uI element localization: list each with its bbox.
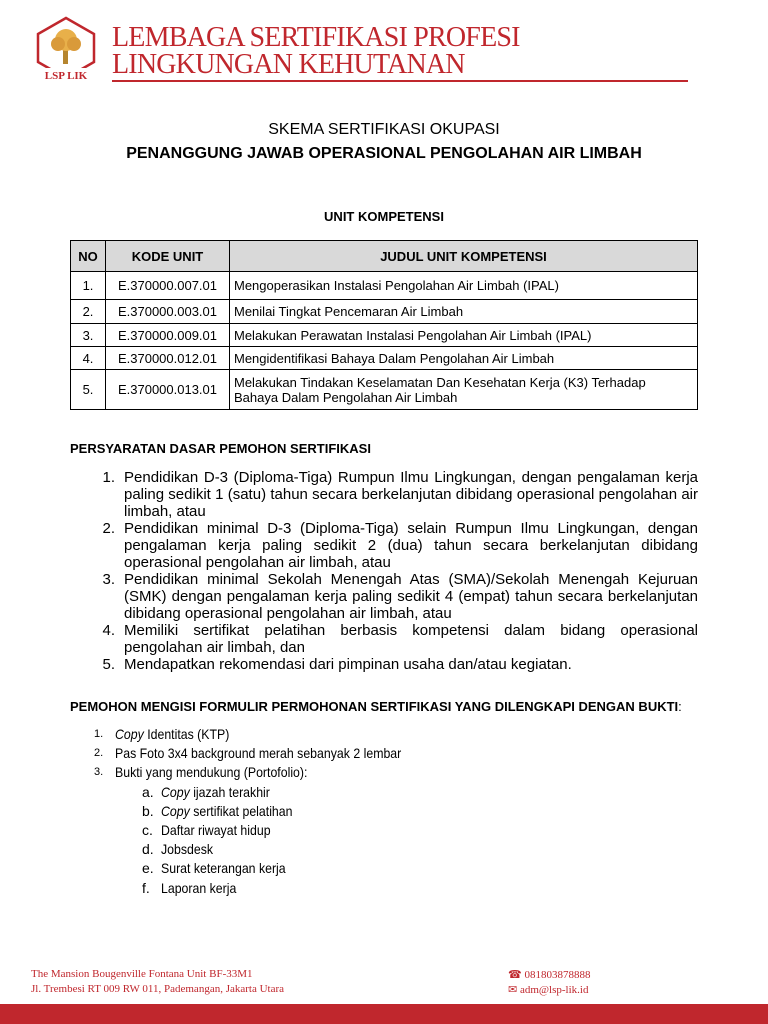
column-header: KODE UNIT bbox=[106, 241, 230, 272]
sub-list-item bbox=[94, 821, 440, 840]
list-text-body: Laporan kerja bbox=[161, 879, 237, 896]
list-text-body: Daftar riwayat hidup bbox=[161, 822, 271, 839]
list-number: 4. bbox=[102, 622, 115, 639]
unit-title: Melakukan Tindakan Keselamatan Dan Kesehatan Kerja (K3) Terhadap Bahaya Dalam Pengolahan Air Limbah bbox=[230, 370, 698, 410]
list-text-italic: Copy bbox=[115, 726, 144, 742]
header-divider bbox=[112, 80, 688, 82]
unit-title: Melakukan Perawatan Instalasi Pengolahan Air Limbah (IPAL) bbox=[230, 324, 698, 347]
requirements-heading: PERSYARATAN DASAR PEMOHON SERTIFIKASI bbox=[70, 441, 371, 456]
list-text-body: sertifikat pelatihan bbox=[189, 802, 293, 819]
document-subtitle: PENANGGUNG JAWAB OPERASIONAL PENGOLAHAN AIR LIMBAH bbox=[126, 145, 642, 162]
list-item bbox=[94, 763, 440, 782]
sub-list-text bbox=[161, 821, 271, 840]
list-number: 3. bbox=[102, 571, 115, 588]
sub-list-item bbox=[94, 840, 440, 859]
list-item bbox=[70, 469, 698, 520]
list-text bbox=[115, 744, 401, 763]
documents-heading-colon: : bbox=[678, 699, 682, 714]
documents-heading bbox=[70, 699, 682, 714]
sub-list-text bbox=[161, 840, 213, 859]
list-number: 2. bbox=[94, 747, 104, 760]
unit-title: Menilai Tingkat Pencemaran Air Limbah bbox=[230, 300, 698, 324]
unit-code: E.370000.009.01 bbox=[106, 324, 230, 347]
sub-list-item bbox=[94, 783, 440, 802]
row-number: 5. bbox=[71, 370, 106, 410]
list-item bbox=[70, 622, 698, 656]
row-number: 4. bbox=[71, 347, 106, 370]
table-header-row bbox=[71, 241, 698, 272]
unit-code: E.370000.007.01 bbox=[106, 272, 230, 300]
list-text-body: Surat keterangan kerja bbox=[161, 860, 286, 877]
sub-list-text bbox=[161, 859, 286, 878]
table-row bbox=[71, 272, 698, 300]
unit-code: E.370000.013.01 bbox=[106, 370, 230, 410]
sub-list-text bbox=[161, 783, 270, 802]
list-text-body: Jobsdesk bbox=[161, 841, 214, 858]
list-number: 2. bbox=[102, 520, 115, 537]
column-header: JUDUL UNIT KOMPETENSI bbox=[230, 241, 698, 272]
footer-phone-number: 081803878888 bbox=[524, 969, 591, 981]
table-row bbox=[71, 370, 698, 410]
unit-title: Mengidentifikasi Bahaya Dalam Pengolahan Air Limbah bbox=[230, 347, 698, 370]
list-text-body: Bukti yang mendukung (Portofolio): bbox=[115, 764, 308, 781]
list-text-body: ijazah terakhir bbox=[189, 783, 270, 800]
list-text bbox=[115, 763, 307, 782]
sub-list-letter: a. bbox=[142, 783, 154, 800]
competency-unit-table bbox=[70, 240, 698, 410]
list-text bbox=[115, 725, 229, 744]
requirements-list bbox=[70, 469, 698, 673]
footer-bar bbox=[0, 1004, 768, 1024]
list-text-body: Pas Foto 3x4 background merah sebanyak 2 lembar bbox=[115, 745, 402, 762]
list-item bbox=[70, 520, 698, 571]
mail-icon: ✉ bbox=[508, 984, 518, 996]
sub-list-text bbox=[161, 802, 292, 821]
footer-phone bbox=[508, 968, 590, 981]
footer-address-line2: Jl. Trembesi RT 009 RW 011, Pademangan, Jakarta Utara bbox=[31, 983, 285, 995]
unit-code: E.370000.003.01 bbox=[106, 300, 230, 324]
row-number: 3. bbox=[71, 324, 106, 347]
list-item bbox=[70, 571, 698, 622]
footer-address-line1: The Mansion Bougenville Fontana Unit BF-33M1 bbox=[31, 968, 253, 980]
unit-heading: UNIT KOMPETENSI bbox=[324, 209, 444, 224]
phone-icon: ☎ bbox=[508, 969, 522, 981]
table-row bbox=[71, 300, 698, 324]
list-text: Pendidikan minimal Sekolah Menengah Atas (SMA)/Sekolah Menengah Kejuruan (SMK) dengan pengalaman kerja paling sedikit 4 (empat) tahun secara berkelanjutan dibidang operasional pengolahan air limbah, atau bbox=[124, 571, 698, 622]
list-text-body: Identitas (KTP) bbox=[143, 726, 230, 742]
documents-heading-text: PEMOHON MENGISI FORMULIR PERMOHONAN SERTIFIKASI YANG DILENGKAPI DENGAN BUKTI bbox=[70, 699, 679, 714]
sub-list-item bbox=[94, 879, 440, 898]
list-number: 3. bbox=[94, 766, 104, 779]
list-number: 1. bbox=[94, 728, 104, 740]
list-item bbox=[94, 725, 440, 744]
list-text-italic: Copy bbox=[161, 783, 190, 800]
sub-list-letter: d. bbox=[142, 841, 154, 858]
sub-list-letter: c. bbox=[142, 822, 153, 839]
list-text: Pendidikan minimal D-3 (Diploma-Tiga) selain Rumpun Ilmu Lingkungan, dengan pengalaman kerja paling sedikit 2 (dua) tahun secara berkelanjutan dibidang operasional pengolahan air limbah, atau bbox=[124, 520, 698, 571]
list-number: 1. bbox=[102, 469, 115, 486]
documents-list bbox=[94, 725, 440, 898]
list-item bbox=[70, 656, 698, 673]
sub-list-letter: e. bbox=[142, 860, 154, 877]
sub-list-item bbox=[94, 802, 440, 821]
list-text: Mendapatkan rekomendasi dari pimpinan usaha dan/atau kegiatan. bbox=[124, 656, 572, 673]
sub-list-letter: b. bbox=[142, 802, 154, 819]
sub-list-item bbox=[94, 859, 440, 878]
row-number: 1. bbox=[71, 272, 106, 300]
list-text: Pendidikan D-3 (Diploma-Tiga) Rumpun Ilmu Lingkungan, dengan pengalaman kerja paling sedikit 1 (satu) tahun secara berkelanjutan dibidang operasional pengolahan air limbah, atau bbox=[124, 469, 698, 520]
document-title: SKEMA SERTIFIKASI OKUPASI bbox=[268, 121, 500, 138]
footer-email bbox=[508, 983, 588, 996]
sub-list-letter: f. bbox=[142, 879, 150, 896]
column-header: NO bbox=[71, 241, 106, 272]
table-row bbox=[71, 324, 698, 347]
unit-code: E.370000.012.01 bbox=[106, 347, 230, 370]
org-name-line2: LINGKUNGAN KEHUTANAN bbox=[112, 49, 465, 80]
list-text: Memiliki sertifikat pelatihan berbasis kompetensi dalam bidang operasional pengolahan air limbah, dan bbox=[124, 622, 698, 656]
lsp-lik-logo bbox=[34, 16, 98, 82]
sub-list-text bbox=[161, 879, 236, 898]
list-text-italic: Copy bbox=[161, 802, 190, 819]
list-item bbox=[94, 744, 440, 763]
footer-email-address[interactable]: adm@lsp-lik.id bbox=[519, 984, 589, 996]
unit-title: Mengoperasikan Instalasi Pengolahan Air Limbah (IPAL) bbox=[230, 272, 698, 300]
row-number: 2. bbox=[71, 300, 106, 324]
list-number: 5. bbox=[102, 656, 115, 673]
org-name-line1: LEMBAGA SERTIFIKASI PROFESI bbox=[112, 22, 520, 53]
table-row bbox=[71, 347, 698, 370]
svg-text:LSP LIK: LSP LIK bbox=[44, 70, 88, 82]
